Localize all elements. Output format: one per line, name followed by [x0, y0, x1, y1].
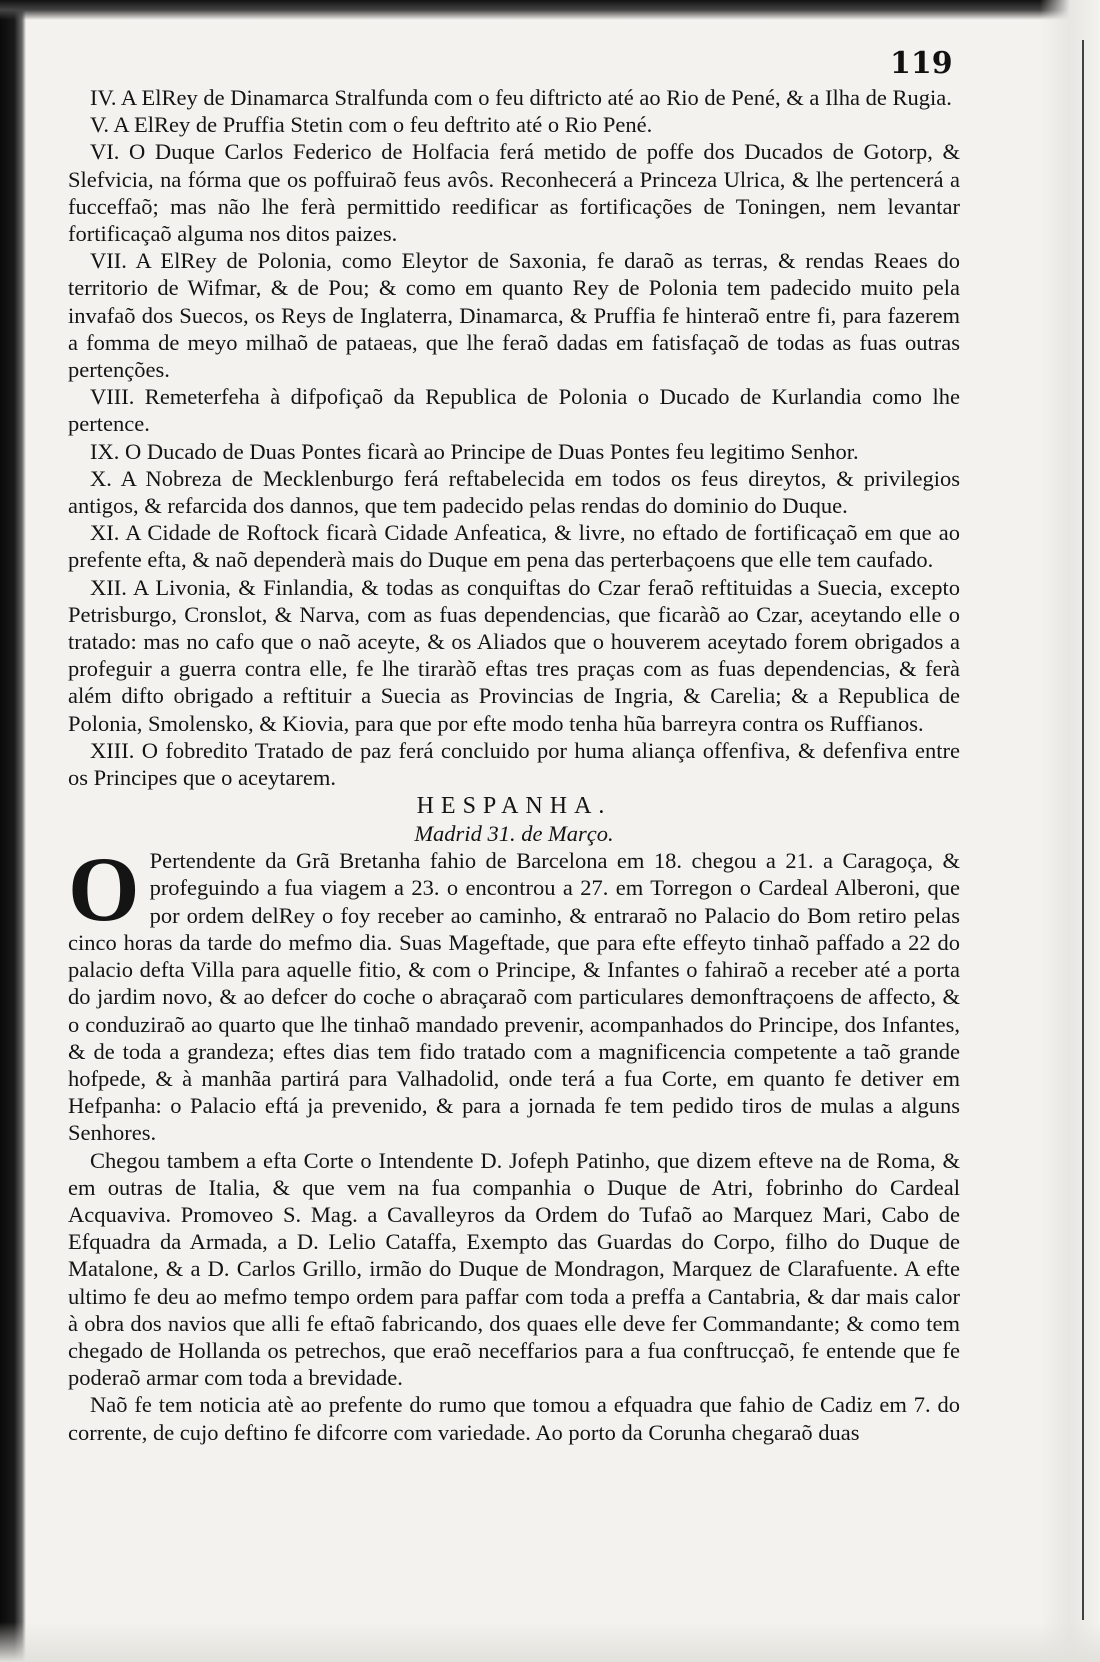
- article-viii: VIII. Remeterfeha à difpofiçaõ da Republica de Polonia o Ducado de Kurlandia como lhe pertence.: [68, 384, 960, 437]
- drop-cap: O: [68, 838, 140, 941]
- dateline: Madrid 31. de Março.: [414, 821, 614, 847]
- scan-shadow-top: [0, 0, 1100, 20]
- scan-shadow-left: [0, 0, 26, 1662]
- article-xii: XII. A Livonia, & Finlandia, & todas as conquiftas do Czar feraõ reftituidas a Suecia, excepto Petrisburgo, Cronslot, & Narva, com as fuas dependencias, que ficaràõ ao Czar, aceytando elle o tratado: mas no cafo que o naõ aceyte, & os Aliados que o houverem aceytado forem obrigados a profeguir a guerra contra elle, fe lhe tiraràõ eftas tres praças com as fuas dependencias, & ferà além difto obrigado a reftituir a Suecia as Provincias de Ingria, & Carelia; & a Republica de Polonia, Smolensko, & Kiovia, para que por efte modo tenha hũa barreyra contra os Ruffianos.: [68, 574, 960, 736]
- scan-margin-right: [1040, 0, 1100, 1662]
- body-text: [68, 84, 960, 1446]
- article-vi: VI. O Duque Carlos Federico de Holfacia ferá metido de poffe dos Ducados de Gotorp, & Slefvicia, na fórma que os poffuiraõ feus avôs. Reconhecerá a Princeza Ulrica, & lhe pertencerá a fucceffaõ; mas não lhe ferà permittido reedificar as fortificações de Toningen, nem levantar fortificaçaõ alguma nos ditos paizes.: [68, 139, 960, 247]
- section-heading: HESPANHA.: [416, 793, 612, 820]
- scan-edge-line-right: [1082, 40, 1084, 1620]
- article-v: V. A ElRey de Pruffia Stetin com o feu deftrito até o Rio Pené.: [90, 112, 653, 138]
- article-x: X. A Nobreza de Mecklenburgo ferá reftabelecida em todos os feus direytos, & privilegios antigos, & refarcida dos dannos, que tem padecido pelas rendas do dominio do Duque.: [68, 465, 960, 519]
- article-vii: VII. A ElRey de Polonia, como Eleytor de Saxonia, fe daraõ as terras, & rendas Reaes do territorio de Wifmar, & de Pou; & como em quanto Rey de Polonia tem padecido muito pela invafaõ dos Suecos, os Reys de Inglaterra, Dinamarca, & Pruffia fe hinteraõ entre fi, para fazerem a fomma de meyo milhaõ de pataeas, que lhe feraõ dadas em fatisfaçaõ de todas as fuas outras pertenções.: [68, 248, 960, 383]
- article-xi: XI. A Cidade de Roftock ficarà Cidade Anfeatica, & livre, no eftado de fortificaçaõ em que ao prefente efta, & naõ dependerà mais do Duque em pena das perterbaçoens que elle tem caufado.: [68, 520, 960, 573]
- page-number: 119: [890, 46, 953, 81]
- article-xiii: XIII. O fobredito Tratado de paz ferá concluido por huma aliança offenfiva, & defenfiva entre os Principes que o aceytarem.: [68, 737, 960, 791]
- paragraph-court: Chegou tambem a efta Corte o Intendente D. Jofeph Patinho, que dizem efteve na de Roma, & em outras de Italia, & que vem na fua companhia o Duque de Atri, fobrinho do Cardeal Acquaviva. Promoveo S. Mag. a Cavalleyros da Ordem do Tufaõ ao Marquez Mari, Cabo de Efquadra da Armada, a D. Lelio Cataffa, Exempto das Guardas do Corpo, filho do Duque de Matalone, & a D. Carlos Grillo, irmão do Duque de Mondragon, Marquez de Clarafuente. A efte ultimo fe deu ao mefmo tempo ordem para paffar com toda a preffa a Cantabria, & dar mais calor à obra dos navios que alli fe eftaõ fabricando, dos quaes elle deve fer Commandante; & como tem chegado de Hollanda os petrechos, que eraõ neceffarios para a fua conftrucçaõ, fe entende que fe poderaõ armar com toda a brevidade.: [68, 1147, 960, 1391]
- paragraph-arrival-text: Pertendente da Grã Bretanha fahio de Barcelona em 18. chegou a 21. a Caragoça, & profeguindo a fua viagem a 23. o encontrou a 27. em Torregon o Cardeal Alberoni, que por ordem delRey o foy receber ao caminho, & entraraõ no Palacio do Bom retiro pelas cinco horas da tarde do mefmo dia. Suas Mageftade, que para efte effeyto tinhaõ paffado a 22 do palacio defta Villa para aquelle fitio, & com o Principe, & Infantes o fahiraõ a receber até a porta do jardim novo, & ao defcer do coche o abraçaraõ com particulares demonftraçoens de affecto, & o conduziraõ ao quarto que lhe tinhaõ mandado prevenir, acompanhados do Principe, dos Infantes, & de toda a grandeza; eftes dias tem fido tratado com a magnificencia competente a taõ grande hofpede, & à manhãa partirá para Valhadolid, onde terá a fua Corte, em quanto fe detiver em Hefpanha: o Palacio eftá ja prevenido, & para a jornada fe tem pedido tiros de mulas a alguns Senhores.: [68, 848, 960, 1146]
- article-ix: IX. O Ducado de Duas Pontes ficarà ao Principe de Duas Pontes feu legitimo Senhor.: [90, 438, 859, 464]
- paragraph-squadron: Naõ fe tem noticia atè ao prefente do rumo que tomou a efquadra que fahio de Cadiz em 7. do corrente, de cujo deftino fe difcorre com variedade. Ao porto da Corunha chegaraõ duas: [68, 1392, 960, 1445]
- article-iv: IV. A ElRey de Dinamarca Stralfunda com o feu diftricto até ao Rio de Pené, & a Ilha de Rugia.: [90, 85, 952, 110]
- scan-shadow-bottom: [0, 1622, 1100, 1662]
- paragraph-arrival: [68, 838, 960, 1146]
